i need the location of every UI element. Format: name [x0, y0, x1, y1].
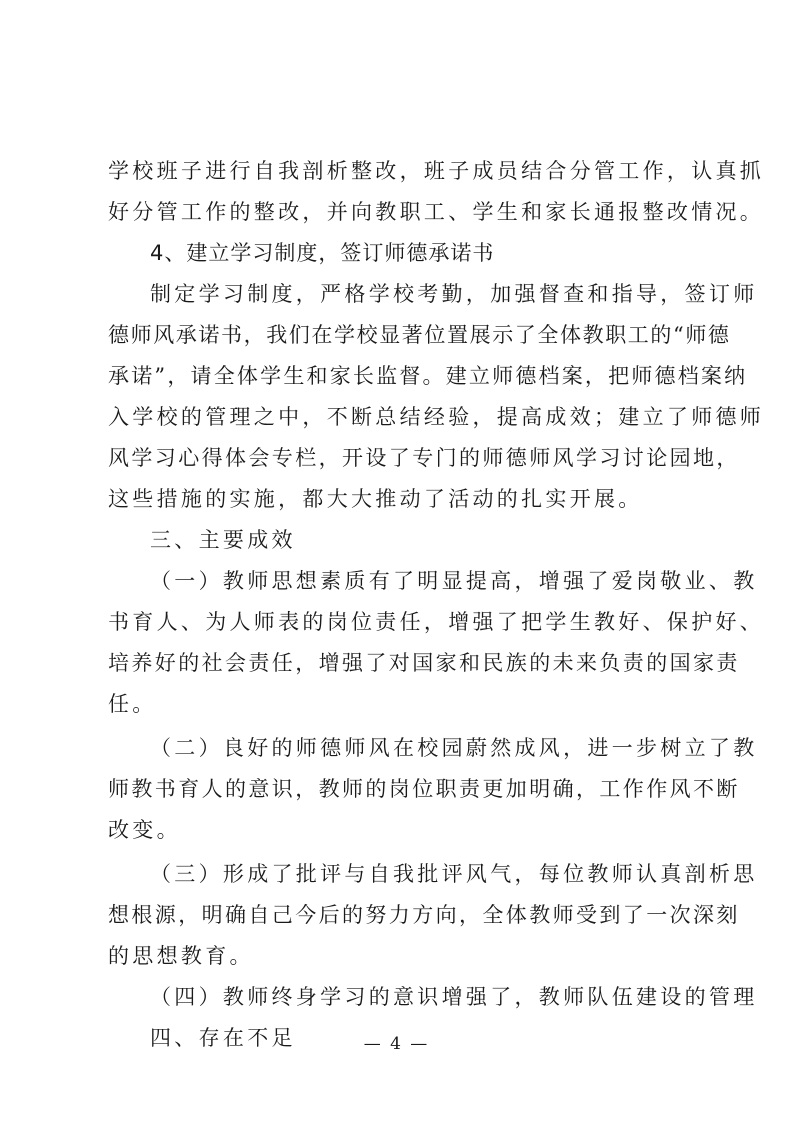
paragraph-line: 入学校的管理之中，不断总结经验，提高成效；建立了师德师: [108, 405, 765, 429]
paragraph-line: 师教书育人的意识，教师的岗位职责更加明确，工作作风不断: [108, 777, 740, 801]
paragraph-line: 好分管工作的整改，并向教职工、学生和家长通报整改情况。: [108, 200, 765, 224]
paragraph-line: 学校班子进行自我剖析整改，班子成员结合分管工作，认真抓: [108, 159, 765, 183]
paragraph-line: 德师风承诺书，我们在学校显著位置展示了全体教职工的“师德: [108, 323, 731, 347]
paragraph-line: 风学习心得体会专栏，开设了专门的师德师风学习讨论园地，: [108, 446, 740, 470]
subheading-4: 4、建立学习制度，签订师德承诺书: [150, 241, 495, 265]
paragraph-line: 想根源，明确自己今后的努力方向，全体教师受到了一次深刻: [108, 903, 740, 927]
paragraph-line: （四）教师终身学习的意识增强了，教师队伍建设的管理: [150, 985, 758, 1009]
paragraph-line: 书育人、为人师表的岗位责任，增强了把学生教好、保护好、: [108, 610, 765, 634]
paragraph-line: （三）形成了批评与自我批评风气，每位教师认真剖析思: [150, 862, 758, 886]
paragraph-line: 改变。: [108, 818, 181, 842]
section-heading-4: 四、存在不足: [150, 1026, 296, 1050]
paragraph-line: 这些措施的实施，都大大推动了活动的扎实开展。: [108, 487, 643, 511]
paragraph-line: 制定学习制度，严格学校考勤，加强督查和指导，签订师: [150, 282, 758, 306]
paragraph-line: 培养好的社会责任，增强了对国家和民族的未来负责的国家责: [108, 651, 740, 675]
section-heading-3: 三、主要成效: [150, 528, 296, 552]
paragraph-line: 的思想教育。: [108, 944, 254, 968]
paragraph-line: （二）良好的师德师风在校园蔚然成风，进一步树立了教: [150, 736, 758, 760]
paragraph-line: 承诺”，请全体学生和家长监督。建立师德档案，把师德档案纳: [108, 364, 748, 388]
paragraph-line: （一）教师思想素质有了明显提高，增强了爱岗敬业、教: [150, 569, 758, 593]
page-number: — 4 —: [363, 1034, 430, 1054]
paragraph-line: 任。: [108, 692, 157, 716]
